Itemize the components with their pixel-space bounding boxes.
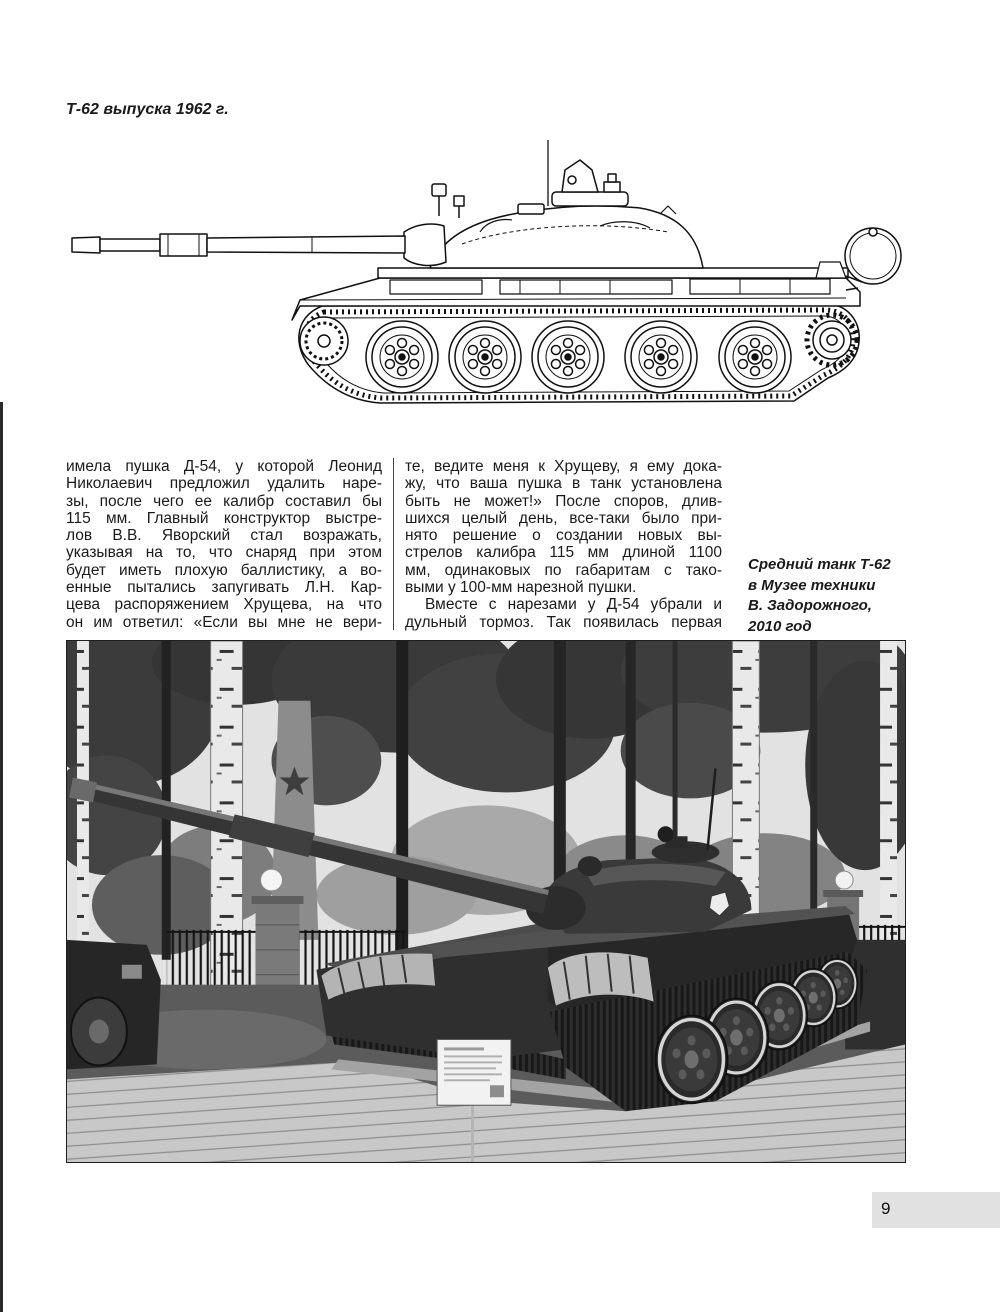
text-line: цева распоряжением Хрущева, на что (66, 596, 382, 614)
photo-caption-line: в Музее техники (748, 576, 876, 594)
text-line: нято решение о создании новых вы- (405, 527, 722, 545)
museum-photo-image (67, 641, 905, 1162)
museum-photo (66, 640, 906, 1163)
fuel-drum (845, 228, 901, 290)
searchlight (578, 856, 602, 876)
pillar-left (252, 896, 304, 998)
road-wheel (625, 321, 697, 393)
text-line: шихся целый день, все-таки было при- (405, 509, 722, 527)
text-line: Вместе с нарезами у Д-54 убрали и (425, 596, 722, 614)
searchlight (432, 184, 464, 218)
road-wheel (366, 321, 438, 393)
gun-mantlet (404, 224, 446, 265)
commander-cupola (552, 160, 628, 206)
tractor-partial (67, 940, 161, 1070)
road-wheel (656, 1016, 728, 1104)
text-line: он им ответил: «Если вы мне не вери- (66, 613, 382, 631)
photo-caption (748, 555, 988, 637)
text-line: Николаевич предложил удалить наре- (66, 475, 382, 493)
text-line: выми у 100-мм нарезной пушки. (405, 579, 637, 597)
figure-caption: Т-62 выпуска 1962 г. (66, 101, 229, 118)
page-edge-rule (0, 402, 3, 1312)
photo-caption-line: 2010 год (748, 617, 812, 635)
text-line: лов В.В. Яворский стал возражать, (66, 527, 382, 545)
text-line: будет иметь плохую баллистику, а во- (66, 561, 382, 579)
page-number: 9 (881, 1199, 891, 1218)
idler-wheel (300, 317, 348, 365)
tank-line-drawing (0, 0, 1000, 420)
text-line: те, ведите меня к Хрущеву, я ему дока- (405, 458, 722, 475)
text-line: дульный тормоз. Так появилась первая (405, 613, 722, 631)
road-wheel (532, 321, 604, 393)
road-wheel (449, 321, 521, 393)
page-number-bar (872, 1192, 1000, 1228)
text-column-right (405, 458, 722, 631)
text-line: быть не может!» После споров, длив- (405, 492, 722, 510)
text-line: указывая на то, что снаряд при этом (66, 544, 382, 562)
text-line: зы, после чего ее калибр составил бы (66, 492, 382, 510)
photo-caption-line: В. Задорожного, (748, 597, 872, 614)
photo-caption-line: Средний танк Т-62 (748, 556, 891, 573)
lamp-globe (835, 871, 853, 889)
road-wheel (719, 321, 791, 393)
text-line: 115 мм. Главный конструктор выстре- (66, 509, 382, 527)
column-divider (393, 458, 394, 630)
text-line: жу, что ваша пушка в танк установлена (405, 475, 722, 493)
text-column-left (66, 458, 382, 631)
text-line: мм, одинаковых по габаритам с тако- (405, 561, 722, 579)
text-line: енные пытались запугивать Л.Н. Кар- (66, 579, 382, 597)
text-line: имела пушка Д-54, у которой Леонид (66, 458, 382, 475)
lamp-globe (261, 869, 283, 891)
gun-barrel (72, 234, 405, 256)
text-line: стрелов калибра 115 мм длиной 1100 (405, 544, 722, 562)
turret (430, 204, 703, 268)
